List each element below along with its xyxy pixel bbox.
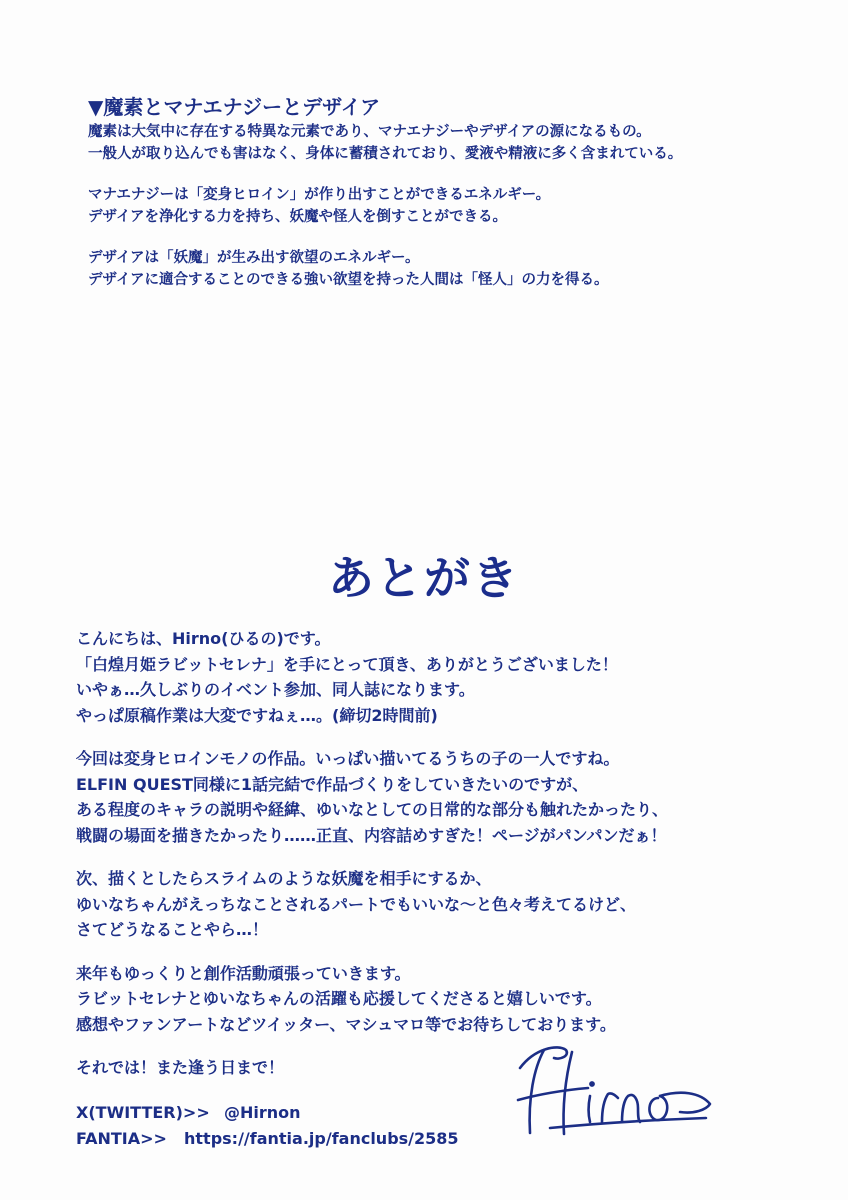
afterword-paragraph-next: [76, 866, 816, 943]
text-line: 一般人が取り込んでも害はなく、身体に蓄積されており、愛液や精液に多く含まれている。: [88, 145, 683, 162]
afterword-paragraph-work: [76, 746, 816, 848]
text-line: ラビットセレナとゆいなちゃんの活躍も応援してくださると嬉しいです。: [76, 989, 602, 1008]
text-line: 戦闘の場面を描きたかったり……正直、内容詰めすぎた！ページがパンパンだぁ！: [76, 825, 667, 845]
twitter-handle: @Hirnon: [224, 1103, 301, 1122]
text-line: 次、描くとしたらスライムのような妖魔を相手にするか、: [76, 869, 492, 888]
fantia-url: https://fantia.jp/fanclubs/2585: [184, 1129, 459, 1148]
text-line: さてどうなることやら…！: [76, 920, 269, 939]
text-line: 来年もゆっくりと創作活動頑張っていきます。: [76, 963, 411, 983]
text-line: いやぁ…久しぶりのイベント参加、同人誌になります。: [76, 680, 475, 699]
glossary-paragraph-desire: [88, 248, 808, 291]
glossary-section: [88, 94, 808, 311]
text-line: デザイアに適合することのできる強い欲望を持った人間は「怪人」の力を得る。: [88, 271, 609, 288]
text-line: マナエナジーは「変身ヒロイン」が作り出すことができるエネルギー。: [88, 187, 551, 203]
text-line: 感想やファンアートなどツイッター、マシュマロ等でお待ちしております。: [76, 1014, 616, 1034]
text-line: ゆいなちゃんがえっちなことされるパートでもいいな～と色々考えてるけど、: [76, 894, 637, 914]
afterword-paragraph-next-year: [76, 961, 816, 1038]
text-line: 「白煌月姫ラビットセレナ」を手にとって頂き、ありがとうございました！: [76, 654, 618, 674]
afterword-paragraph-greeting: [76, 626, 816, 728]
text-line: ELFIN QUEST同様に1話完結で作品づくりをしていきたいのですが、: [76, 774, 589, 794]
glossary-paragraph-maso: [88, 122, 808, 165]
glossary-heading: ▼魔素とマナエナジーとデザイア: [88, 95, 381, 119]
text-line: ある程度のキャラの説明や経緯、ゆいなとしての日常的な部分も触れたかったり、: [76, 800, 669, 819]
text-line: 魔素は大気中に存在する特異な元素であり、マナエナジーやデザイアの源になるもの。: [88, 124, 651, 140]
fantia-label: FANTIA>>: [76, 1129, 167, 1148]
afterword-body: [76, 626, 816, 1099]
fantia-link-row: [76, 1126, 459, 1152]
afterword-title: あとがき: [328, 551, 520, 605]
glossary-paragraph-mana-energy: [88, 185, 808, 228]
text-line: それでは！また逢う日まで！: [76, 1058, 285, 1077]
text-line: こんにちは、Hirno(ひるの)です。: [76, 629, 331, 648]
text-line: やっぱ原稿作業は大変ですねぇ…。(締切2時間前): [76, 705, 438, 725]
text-line: デザイアは「妖魔」が生み出す欲望のエネルギー。: [88, 250, 420, 266]
text-line: 今回は変身ヒロインモノの作品。いっぱい描いてるうちの子の一人ですね。: [76, 749, 620, 768]
social-links: [76, 1100, 459, 1152]
text-line: デザイアを浄化する力を持ち、妖魔や怪人を倒すことができる。: [88, 208, 508, 225]
twitter-link-row: [76, 1100, 459, 1126]
twitter-label: X(TWITTER)>>: [76, 1103, 210, 1122]
hirno-signature: [510, 1038, 725, 1143]
